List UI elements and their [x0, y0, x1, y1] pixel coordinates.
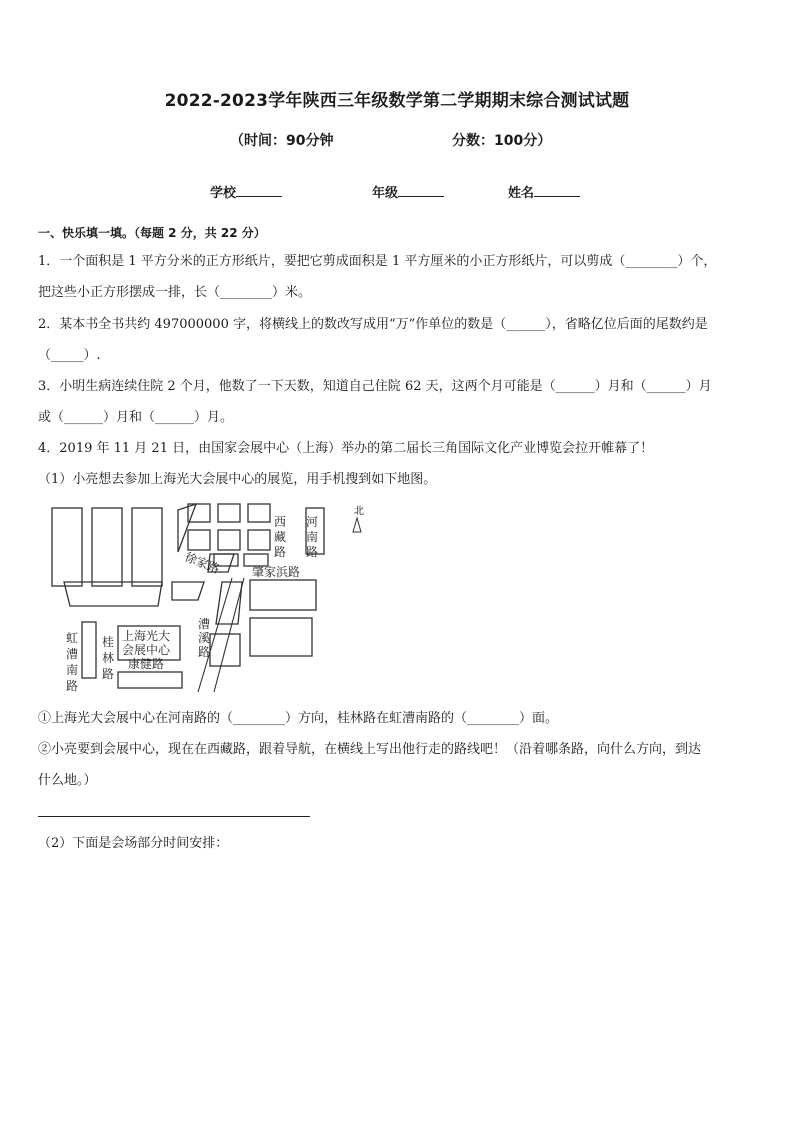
name-field[interactable] [508, 182, 580, 201]
xizang-road-label-char: 路 [274, 545, 287, 559]
question-2-line-2: （_____）. [38, 348, 101, 363]
xizang-road-label-char: 藏 [274, 530, 287, 544]
map-block [248, 504, 270, 522]
question-1-line-2: 把这些小正方形摆成一排，长（________）米。 [38, 285, 312, 300]
kangjian-road-label: 康健路 [128, 657, 165, 671]
question-4-sub-2: （2）下面是会场部分时间安排： [38, 836, 229, 851]
question-3-line-2: 或（______）月和（______）月。 [38, 410, 234, 425]
map-block [188, 530, 210, 550]
map-block [92, 508, 122, 586]
map-block [250, 580, 316, 610]
route-answer-line[interactable] [38, 816, 310, 817]
north-arrow-icon [353, 518, 361, 532]
map-block [250, 618, 312, 656]
map-block [248, 530, 270, 550]
question-2-line-1: 2．某本书全书共约 497000000 字，将横线上的数改写成用“万”作单位的数是（______），省略亿位后面的尾数约是 [38, 317, 708, 332]
hongcao-road-label-char: 南 [66, 663, 79, 677]
question-4-sub-1: （1）小亮想去参加上海光大会展中心的展览，用手机搜到如下地图。 [38, 472, 437, 487]
exhibition-center-label-2: 会展中心 [122, 643, 171, 657]
caojiabang-road-label: 肇家浜路 [252, 565, 301, 579]
question-4-part-b-line-1: ②小亮要到会展中心，现在在西藏路，跟着导航，在横线上写出他行走的路线吧！（沿着哪条路，向什么方向，到达 [38, 742, 702, 757]
caoxi-road-label-char: 路 [198, 645, 211, 659]
caoxi-road-label-char: 漕 [198, 617, 211, 631]
question-4-part-b-line-2: 什么地。） [38, 773, 97, 788]
henan-road-label-char: 南 [306, 530, 319, 544]
exhibition-center-label-1: 上海光大 [122, 629, 171, 643]
school-field[interactable] [210, 182, 282, 201]
name-label: 姓名 [508, 186, 535, 201]
hongcao-road-label-char: 漕 [66, 647, 79, 661]
name-blank[interactable] [534, 184, 580, 197]
question-4-line-1: 4．2019 年 11 月 21 日，由国家会展中心（上海）举办的第二届长三角国际文化产业博览会拉开帷幕了！ [38, 441, 654, 456]
grade-label: 年级 [372, 186, 399, 201]
map-block [82, 622, 96, 678]
question-3-line-1: 3．小明生病连续住院 2 个月，他数了一下天数，知道自己住院 62 天，这两个月可能是（______）月和（______）月 [38, 379, 712, 394]
exam-time: （时间：90分钟 [230, 133, 334, 149]
section-heading: 一、快乐填一填。（每题 2 分，共 22 分） [38, 226, 266, 240]
guilin-road-label-char: 路 [102, 667, 115, 681]
caoxi-road-label-char: 溪 [198, 631, 211, 645]
map-block [188, 504, 210, 522]
map-block [118, 672, 182, 688]
henan-road-label-char: 路 [306, 545, 319, 559]
xujia-road-label: 徐家路 [182, 549, 222, 577]
question-1-line-1: 1．一个面积是 1 平方分米的正方形纸片，要把它剪成面积是 1 平方厘米的小正方形纸片，可以剪成（________）个， [38, 254, 717, 269]
henan-road-label-char: 河 [306, 515, 319, 529]
school-blank[interactable] [236, 184, 282, 197]
school-label: 学校 [210, 186, 237, 201]
map-block [178, 504, 196, 552]
hongcao-road-label-char: 路 [66, 679, 79, 693]
guilin-road-label-char: 林 [102, 651, 115, 665]
grade-blank[interactable] [398, 184, 444, 197]
map-block [132, 508, 162, 586]
north-label: 北 [354, 506, 364, 517]
street-map [38, 496, 378, 694]
hongcao-road-label-char: 虹 [66, 631, 79, 645]
xizang-road-label-char: 西 [274, 515, 287, 529]
page-title: 2022-2023学年陕西三年级数学第二学期期末综合测试试题 [164, 91, 630, 111]
exam-score: 分数：100分） [452, 133, 552, 149]
grade-field[interactable] [372, 182, 444, 201]
map-block [172, 582, 204, 600]
guilin-road-label-char: 桂 [102, 635, 115, 649]
map-block [52, 508, 82, 586]
map-block [218, 530, 240, 550]
question-4-part-a: ①上海光大会展中心在河南路的（________）方向，桂林路在虹漕南路的（________）面。 [38, 711, 559, 726]
map-block [218, 504, 240, 522]
